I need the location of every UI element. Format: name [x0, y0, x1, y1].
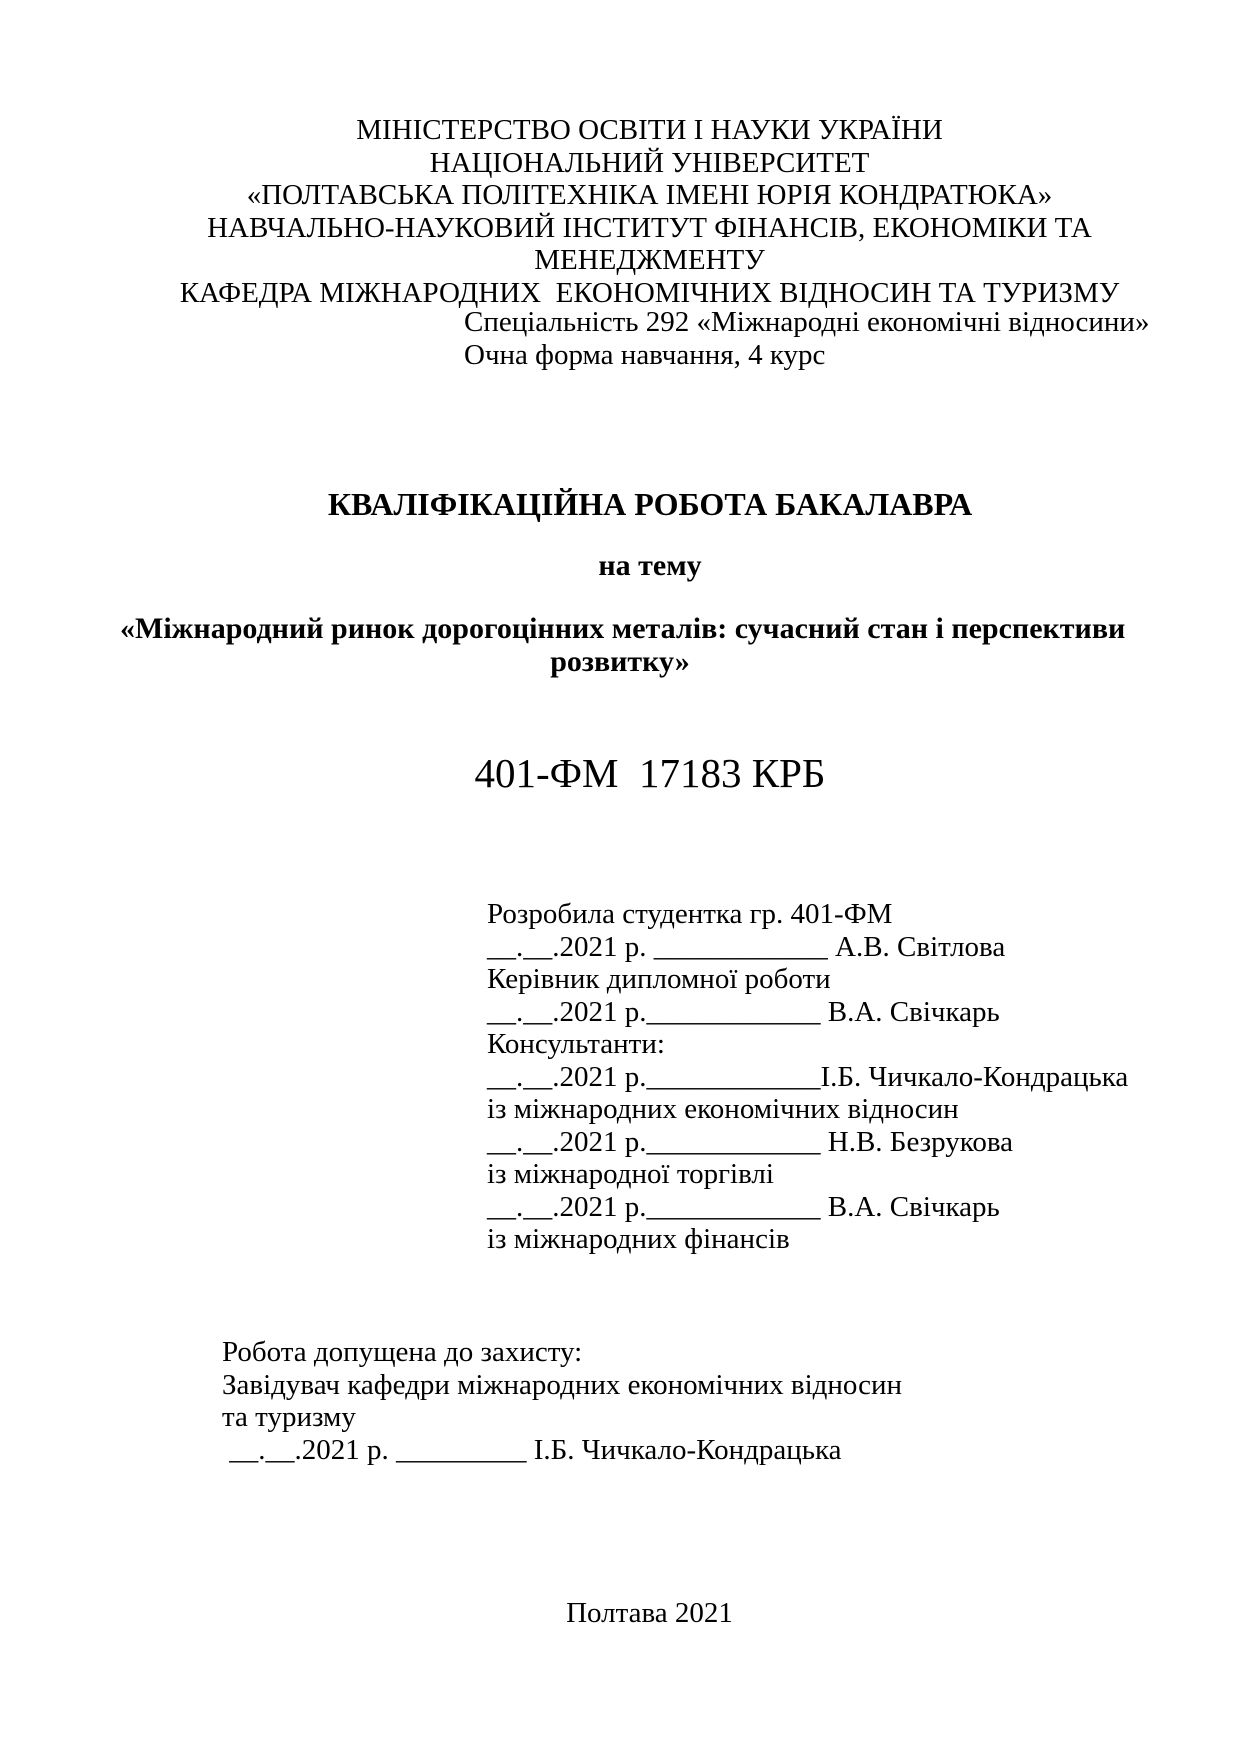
student-signature-line: __.__.2021 р. ____________ А.В. Світлова: [487, 930, 1006, 963]
university-header: [177, 114, 1122, 309]
admission-line: Робота допущена до захисту:: [222, 1336, 583, 1368]
work-type-title: [140, 486, 1160, 523]
consultant-area-line: із міжнародних економічних відносин: [487, 1093, 959, 1125]
city-year: [177, 1597, 1122, 1630]
topic-label-line: на тему: [598, 549, 702, 582]
study-form-line: Очна форма навчання, 4 курс: [464, 338, 826, 371]
supervisor-signature-line: __.__.2021 р.____________ В.А. Свічкарь: [487, 995, 1000, 1028]
consultant-signature-line: __.__.2021 р.____________ Н.В. Безрукова: [487, 1125, 1014, 1158]
header-line: МЕНЕДЖМЕНТУ: [534, 244, 765, 276]
specialty-block: [464, 306, 1149, 371]
header-line: НАВЧАЛЬНО-НАУКОВИЙ ІНСТИТУТ ФІНАНСІВ, ЕКОНОМІКИ ТА: [207, 211, 1092, 244]
topic-title: [120, 612, 1126, 678]
consultant-area-line: із міжнародної торгівлі: [487, 1158, 774, 1190]
specialty-line: Спеціальність 292 «Міжнародні економічні відносини»: [464, 306, 1150, 338]
header-line: «ПОЛТАВСЬКА ПОЛІТЕХНІКА ІМЕНІ ЮРІЯ КОНДРАТЮКА»: [246, 179, 1053, 211]
admission-line: та туризму: [222, 1401, 356, 1433]
topic-line: розвитку»: [550, 645, 690, 678]
header-line: НАЦІОНАЛЬНИЙ УНІВЕРСИТЕТ: [429, 146, 870, 179]
signatures-block: [487, 898, 1147, 1256]
work-code: [140, 749, 1160, 797]
header-line: МІНІСТЕРСТВО ОСВІТИ І НАУКИ УКРАЇНИ: [356, 114, 943, 146]
header-line: КАФЕДРА МІЖНАРОДНИХ ЕКОНОМІЧНИХ ВІДНОСИН ТА ТУРИЗМУ: [179, 276, 1120, 309]
topic-label: [140, 549, 1160, 583]
work-code-line: 401-ФМ 17183 КРБ: [474, 750, 826, 796]
admission-line: Завідувач кафедри міжнародних економічних відносин: [222, 1368, 903, 1401]
work-type-line: КВАЛІФІКАЦІЙНА РОБОТА БАКАЛАВРА: [327, 486, 973, 522]
topic-line: «Міжнародний ринок дорогоцінних металів: сучасний стан і перспективи: [120, 612, 1126, 645]
admission-block: [222, 1336, 1022, 1466]
consultants-label: Консультанти:: [487, 1028, 665, 1060]
student-line: Розробила студентка гр. 401-ФМ: [487, 898, 893, 930]
consultant-signature-line: __.__.2021 р.____________І.Б. Чичкало-Кондрацька: [487, 1060, 1129, 1093]
admission-signature-line: __.__.2021 р. _________ І.Б. Чичкало-Кондрацька: [222, 1433, 842, 1466]
city-year-line: Полтава 2021: [566, 1597, 733, 1629]
consultant-area-line: із міжнародних фінансів: [487, 1223, 790, 1255]
supervisor-line: Керівник дипломної роботи: [487, 963, 831, 995]
consultant-signature-line: __.__.2021 р.____________ В.А. Свічкарь: [487, 1190, 1000, 1223]
